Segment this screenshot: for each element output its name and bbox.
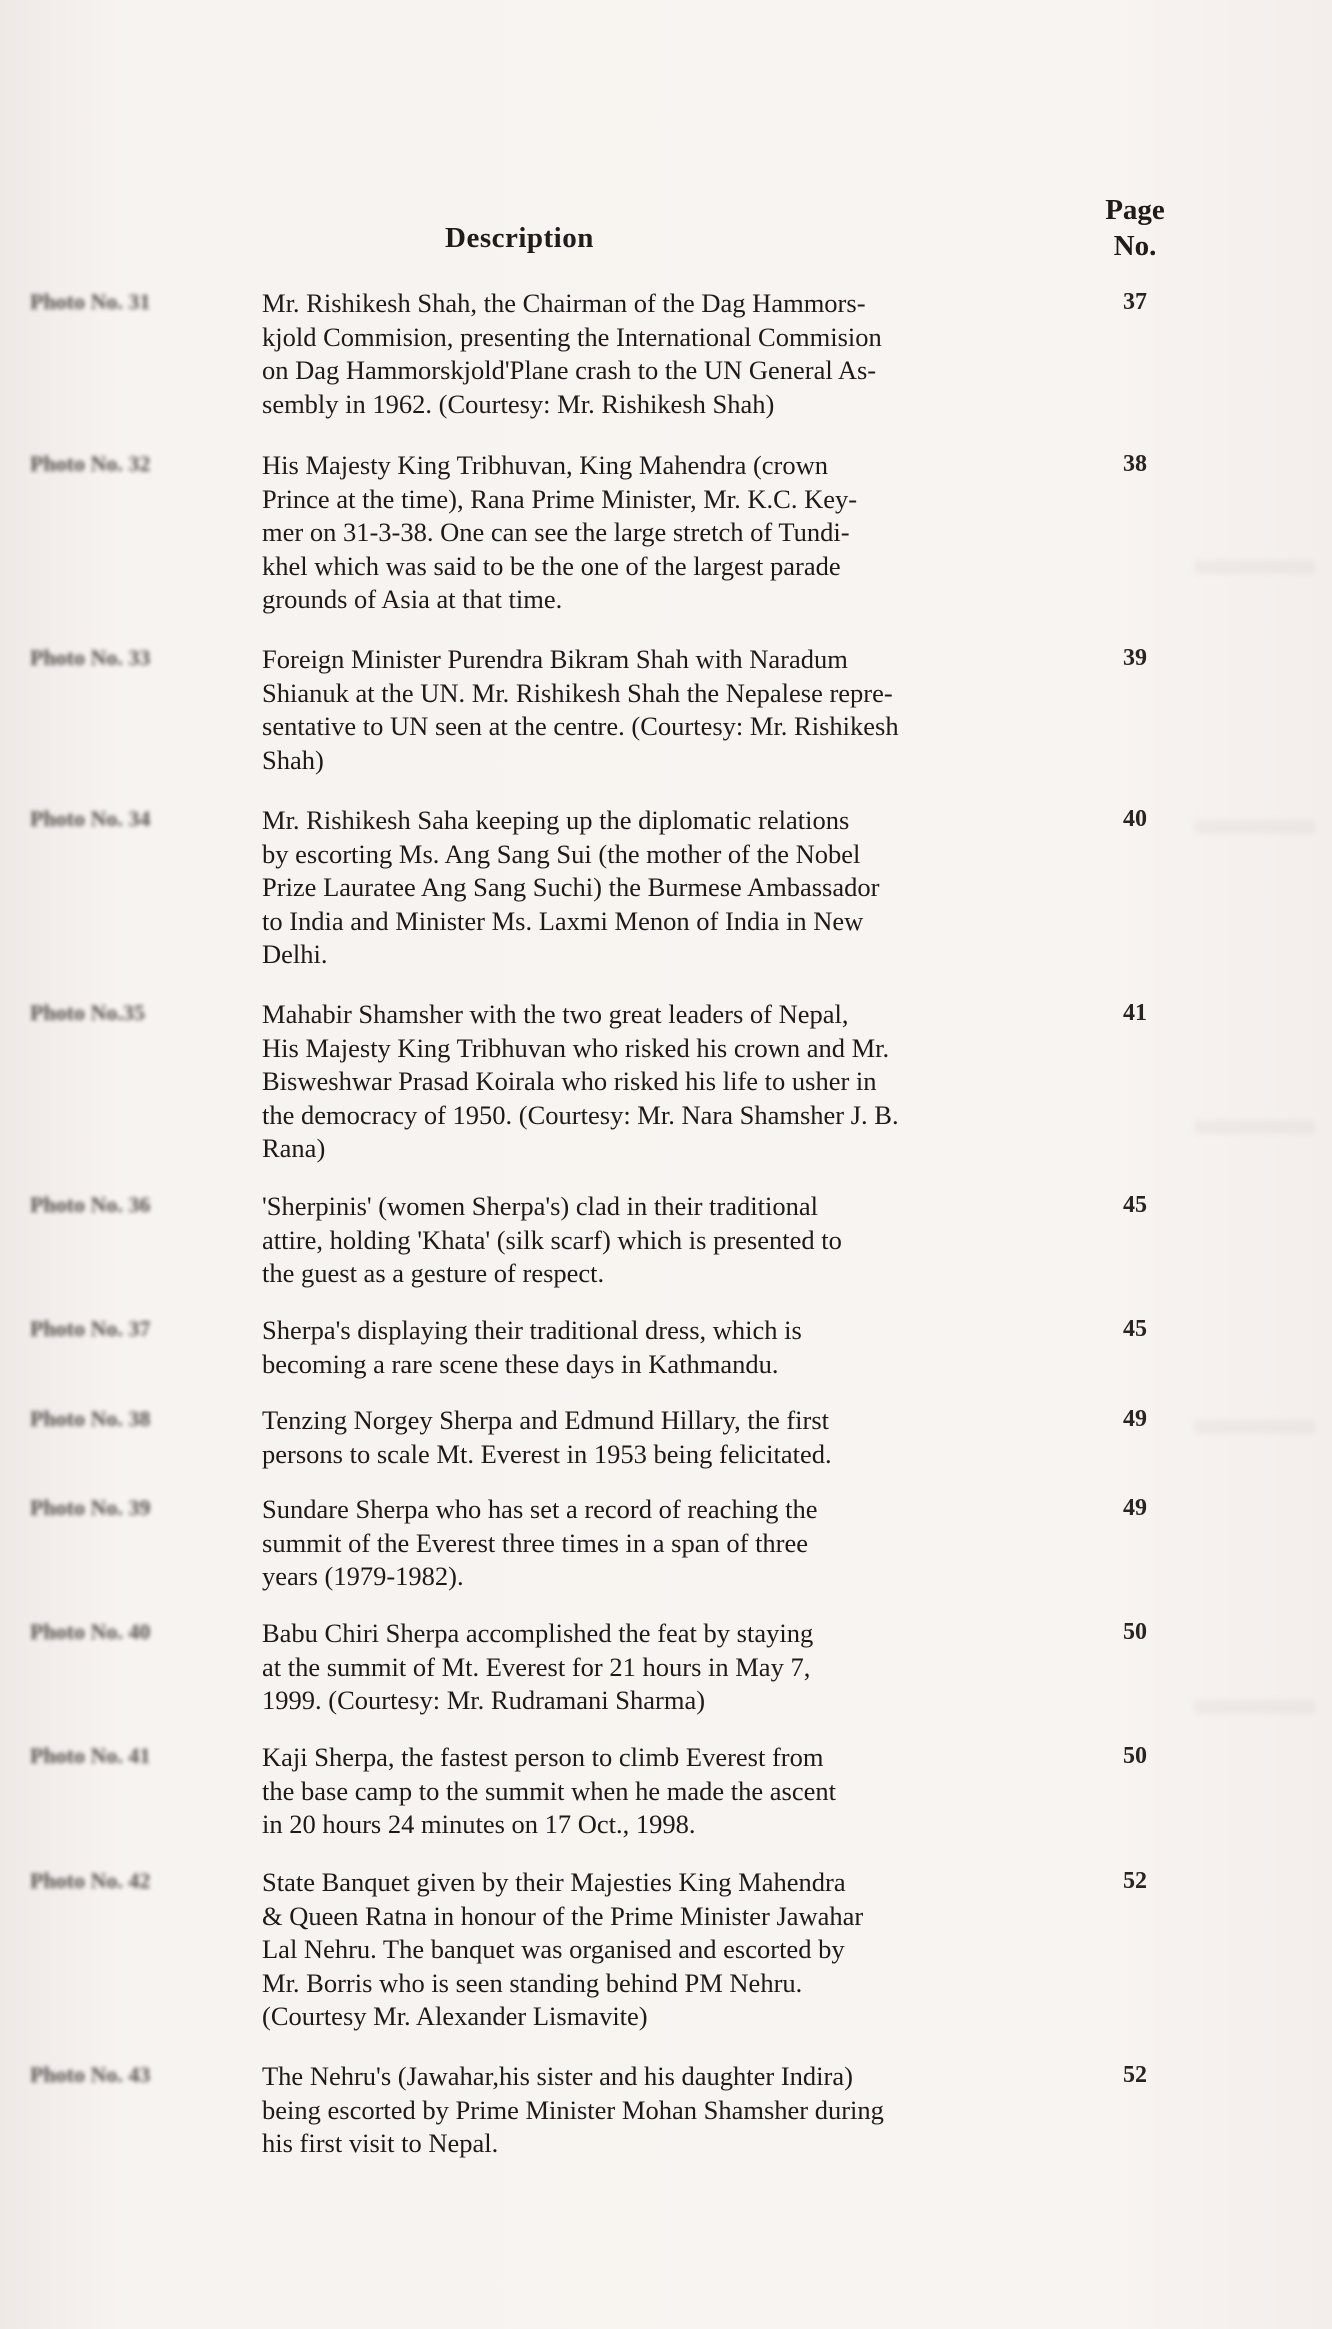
bleed-through-mark — [1195, 820, 1315, 834]
page-number-column-header: Page No. — [1105, 194, 1165, 262]
photo-description: Mahabir Shamsher with the two great leaders of Nepal, His Majesty King Tribhuvan who risked his crown and Mr. Bisweshwar Prasad Koirala who risked his life to usher in the democracy of 1950. (Courtesy: Mr. Nara Shamsher J. B. Rana) — [262, 999, 899, 1163]
photo-label: Photo No. 33 — [30, 645, 151, 670]
page-number: 41 — [1123, 1000, 1147, 1026]
photo-description: Babu Chiri Sherpa accomplished the feat by staying at the summit of Mt. Everest for 21 hours in May 7, 1999. (Courtesy: Mr. Rudramani Sharma) — [262, 1618, 814, 1715]
photo-description: Sundare Sherpa who has set a record of reaching the summit of the Everest three times in a span of three years (1979-1982). — [262, 1494, 818, 1591]
photo-label: Photo No. 36 — [30, 1192, 151, 1217]
photo-label: Photo No. 37 — [30, 1316, 151, 1341]
photo-description: His Majesty King Tribhuvan, King Mahendra (crown Prince at the time), Rana Prime Minister, Mr. K.C. Key- mer on 31-3-38. One can see the large stretch of Tundi- khel which was said to be the one of the largest parade grounds of Asia at that time. — [262, 450, 858, 614]
photo-description: Kaji Sherpa, the fastest person to climb Everest from the base camp to the summit when he made the ascent in 20 hours 24 minutes on 17 Oct., 1998. — [262, 1742, 836, 1839]
bleed-through-mark — [1195, 1420, 1315, 1434]
photo-label: Photo No. 41 — [30, 1743, 151, 1768]
page-number: 49 — [1123, 1406, 1147, 1432]
photo-label: Photo No. 43 — [30, 2062, 151, 2087]
photo-label: Photo No.35 — [30, 1000, 145, 1025]
photo-description: Mr. Rishikesh Shah, the Chairman of the Dag Hammors- kjold Commision, presenting the International Commision on Dag Hammorskjold'Plane crash to the UN General As- sembly in 1962. (Courtesy: Mr. Rishikesh Shah) — [262, 288, 882, 419]
photo-description: 'Sherpinis' (women Sherpa's) clad in their traditional attire, holding 'Khata' (silk scarf) which is presented to the guest as a gesture of respect. — [262, 1191, 842, 1288]
photo-description: The Nehru's (Jawahar,his sister and his daughter Indira) being escorted by Prime Minister Mohan Shamsher during his first visit to Nepal. — [262, 2061, 884, 2158]
page-number: 38 — [1123, 451, 1147, 477]
photo-label: Photo No. 31 — [30, 289, 151, 314]
bleed-through-mark — [1195, 1700, 1315, 1714]
photo-label: Photo No. 38 — [30, 1406, 151, 1431]
page-number: 45 — [1123, 1192, 1147, 1218]
photo-label: Photo No. 34 — [30, 806, 151, 831]
description-column-header: Description — [445, 222, 594, 254]
photo-label: Photo No. 40 — [30, 1619, 151, 1644]
page-number: 50 — [1123, 1619, 1147, 1645]
page-number: 40 — [1123, 806, 1147, 832]
page-number: 39 — [1123, 645, 1147, 671]
photo-label: Photo No. 32 — [30, 451, 151, 476]
photo-description: Sherpa's displaying their traditional dress, which is becoming a rare scene these days in Kathmandu. — [262, 1315, 802, 1379]
page-number: 49 — [1123, 1495, 1147, 1521]
page-number: 37 — [1123, 289, 1147, 315]
page-number: 52 — [1123, 2062, 1147, 2088]
photo-description: Foreign Minister Purendra Bikram Shah with Naradum Shianuk at the UN. Mr. Rishikesh Shah the Nepalese repre- sentative to UN seen at the centre. (Courtesy: Mr. Rishikesh Shah) — [262, 644, 899, 775]
photo-description: Mr. Rishikesh Saha keeping up the diplomatic relations by escorting Ms. Ang Sang Sui (the mother of the Nobel Prize Lauratee Ang Sang Suchi) the Burmese Ambassador to India and Minister Ms. Laxmi Menon of India in New Delhi. — [262, 805, 880, 969]
page-number: 45 — [1123, 1316, 1147, 1342]
bleed-through-mark — [1195, 1120, 1315, 1134]
page-number: 50 — [1123, 1743, 1147, 1769]
bleed-through-mark — [1195, 560, 1315, 574]
photo-description: Tenzing Norgey Sherpa and Edmund Hillary, the first persons to scale Mt. Everest in 1953 being felicitated. — [262, 1405, 832, 1469]
photo-description: State Banquet given by their Majesties King Mahendra & Queen Ratna in honour of the Prime Minister Jawahar Lal Nehru. The banquet was organised and escorted by Mr. Borris who is seen standing behind PM Nehru. (Courtesy Mr. Alexander Lismavite) — [262, 1867, 864, 2031]
page-number: 52 — [1123, 1868, 1147, 1894]
photo-label: Photo No. 39 — [30, 1495, 151, 1520]
photo-label: Photo No. 42 — [30, 1868, 151, 1893]
